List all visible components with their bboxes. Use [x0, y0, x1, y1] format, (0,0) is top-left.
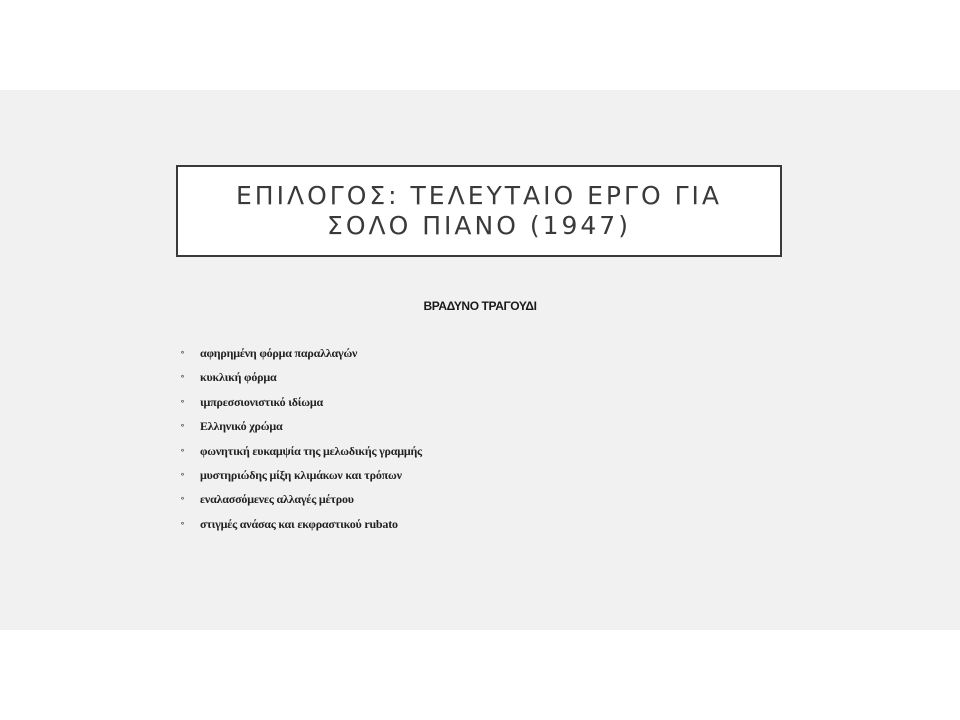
list-item: [180, 492, 422, 516]
slide-title: ΕΠΙΛΟΓΟΣ: ΤΕΛΕΥΤΑΙΟ ΕΡΓΟ ΓΙΑ ΣΟΛΟ ΠΙΑΝΟ (1947): [236, 181, 722, 240]
bullet-icon: ∘: [180, 494, 186, 504]
list-item: [180, 370, 422, 394]
bullet-text: στιγμές ανάσας και εκφραστικού rubato: [200, 516, 398, 531]
list-item: [180, 517, 422, 541]
bullet-icon: ∘: [180, 396, 186, 406]
bullet-icon: ∘: [180, 421, 186, 431]
list-item: [180, 419, 422, 443]
bullet-icon: ∘: [180, 372, 186, 382]
bullet-icon: ∘: [180, 518, 186, 528]
list-item: [180, 468, 422, 492]
bullet-text: ιμπρεσσιονιστικό ιδίωμα: [200, 394, 323, 409]
bullet-text: κυκλική φόρμα: [200, 370, 277, 385]
slide-subtitle: ΒΡΑΔΥΝΟ ΤΡΑΓΟΥΔΙ: [423, 299, 537, 313]
slide: [0, 90, 960, 630]
bullet-text: μυστηριώδης μίξη κλιμάκων και τρόπων: [200, 467, 402, 482]
bullet-text: εναλασσόμενες αλλαγές μέτρου: [200, 492, 354, 507]
bullet-text: φωνητική ευκαμψία της μελωδικής γραμμής: [200, 443, 422, 458]
title-box: [176, 165, 782, 257]
list-item: [180, 444, 422, 468]
bullet-text: αφηρημένη φόρμα παραλλαγών: [200, 346, 358, 360]
list-item: [180, 346, 422, 370]
bullet-text: Ελληνικό χρώμα: [200, 419, 283, 434]
bullet-list: [180, 346, 422, 541]
bullet-icon: ∘: [180, 445, 186, 455]
list-item: [180, 395, 422, 419]
bullet-icon: ∘: [180, 348, 186, 357]
bullet-icon: ∘: [180, 469, 186, 479]
